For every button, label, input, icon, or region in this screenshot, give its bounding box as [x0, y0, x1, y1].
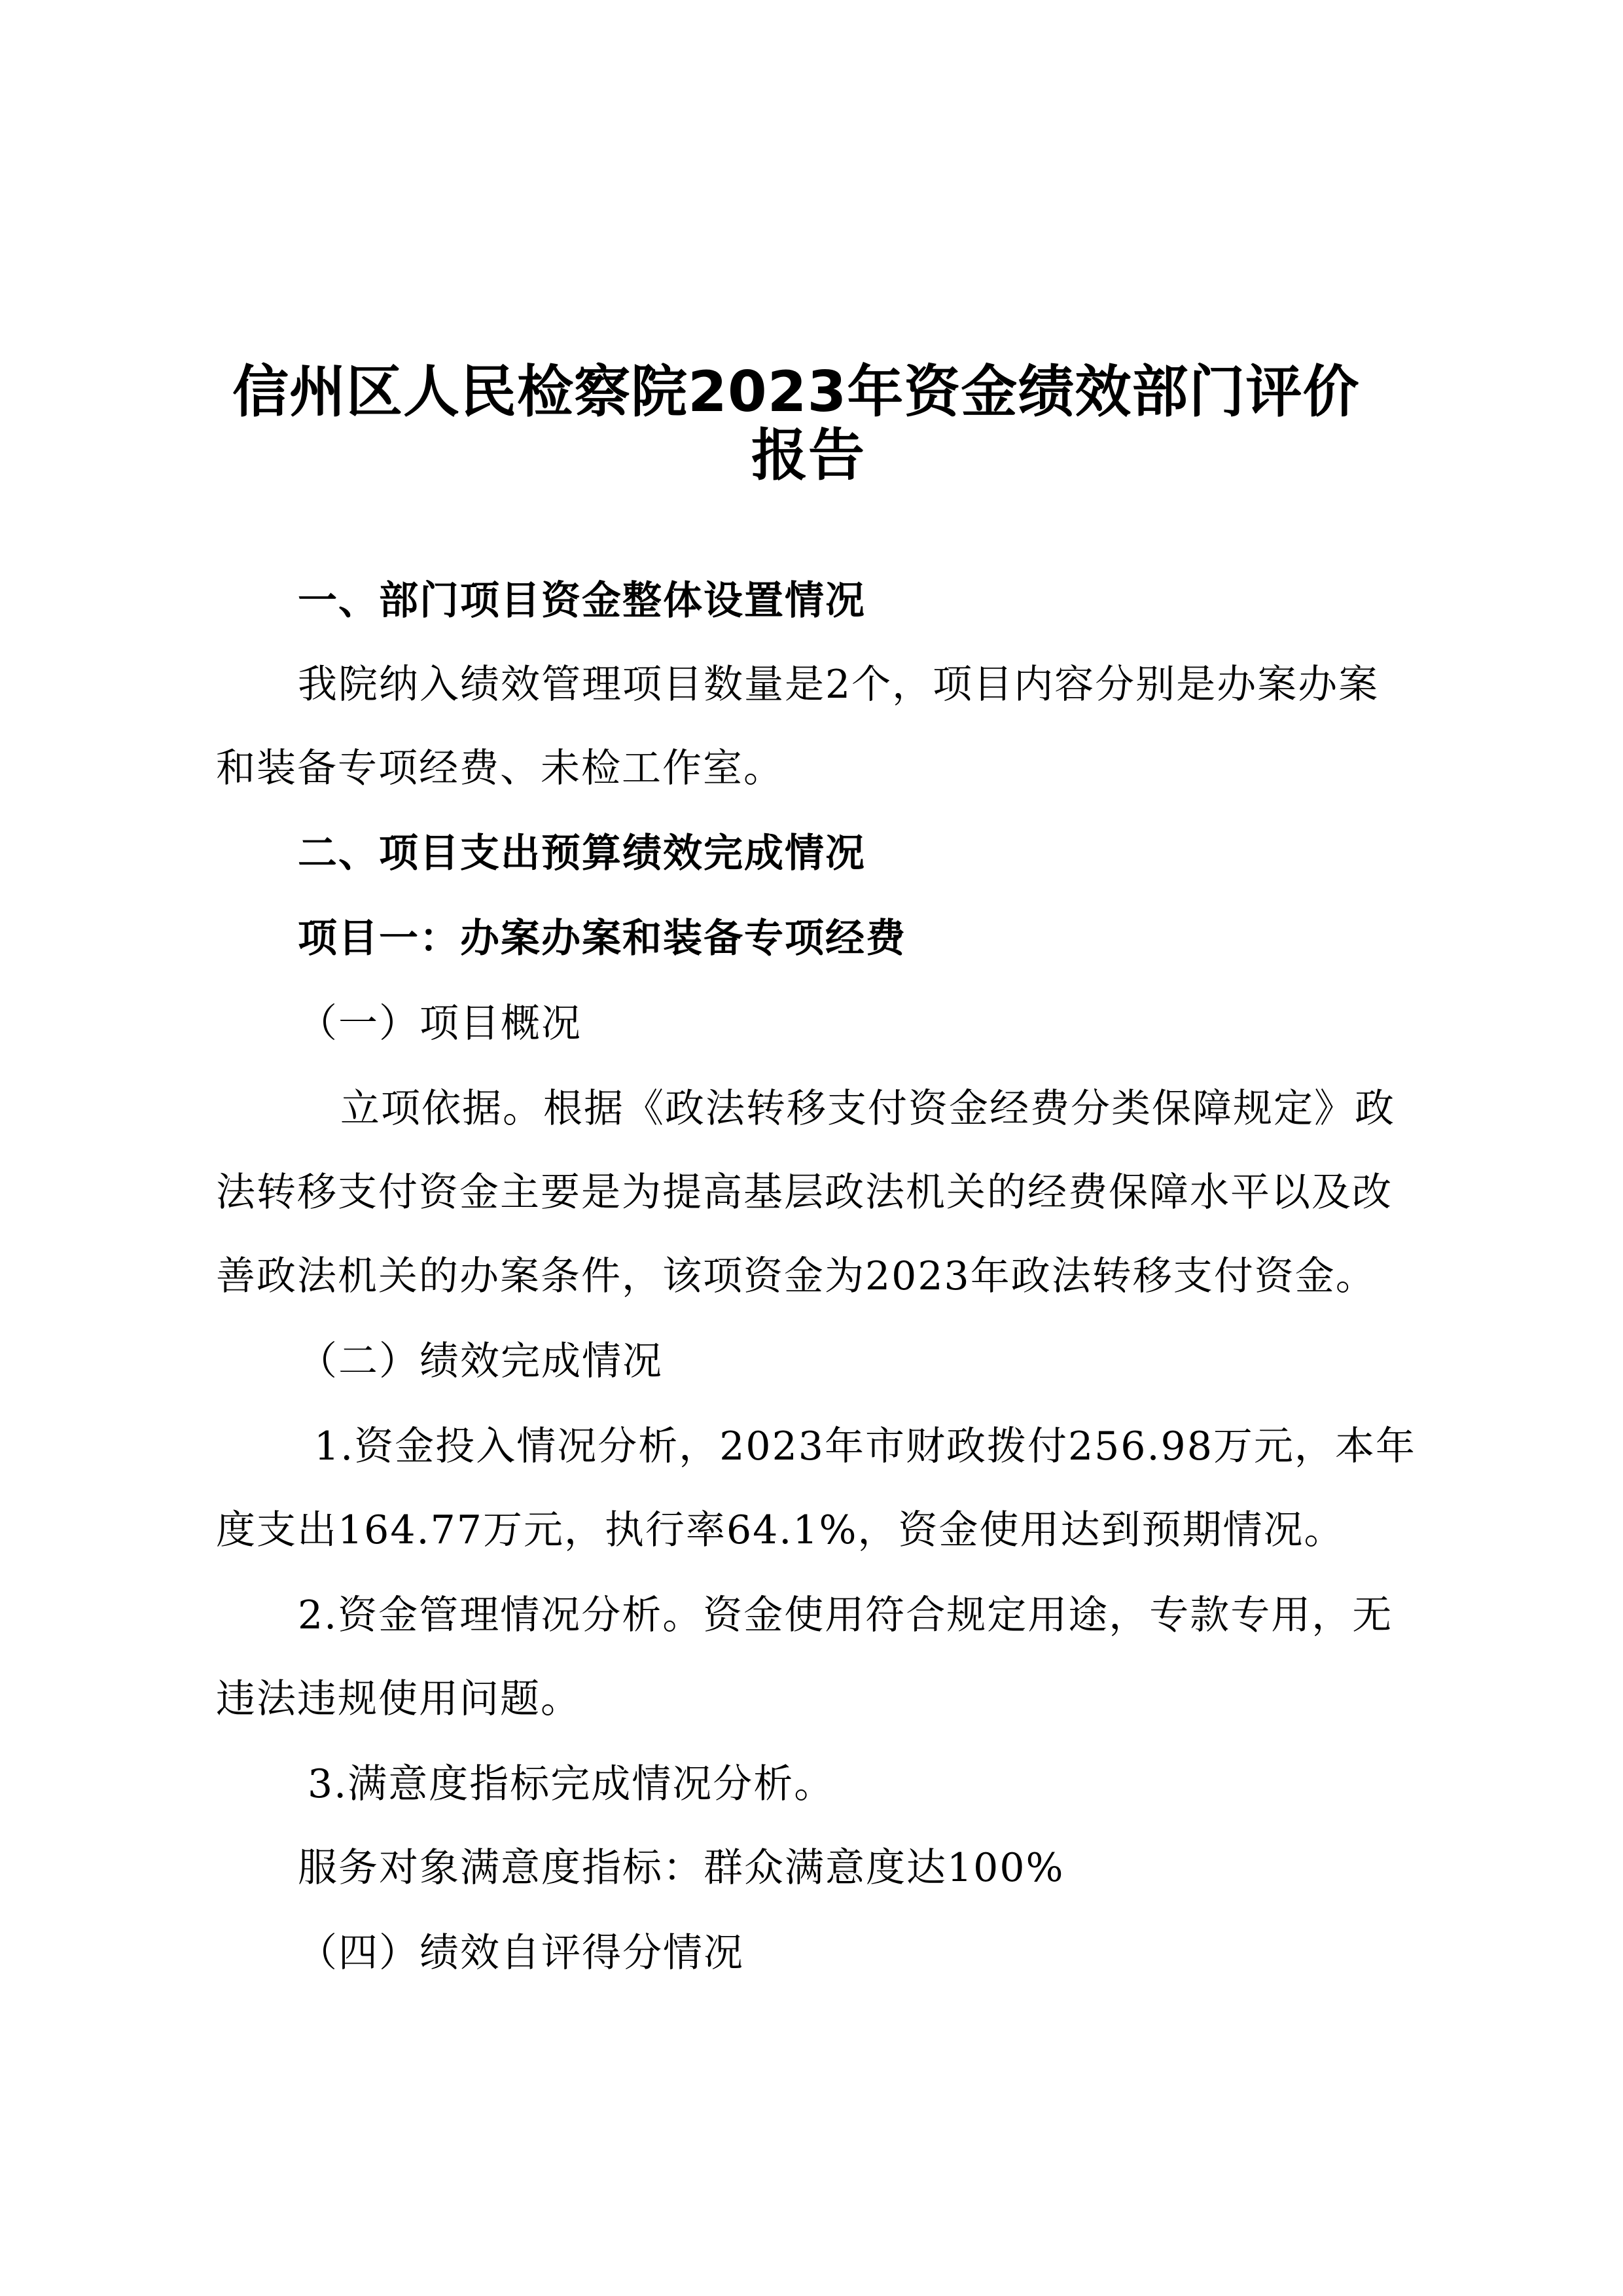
- section-2-heading: 二、项目支出预算绩效完成情况: [298, 831, 866, 876]
- overview-line-3: 善政法机关的办案条件，该项资金为2023年政法转移支付资金。: [216, 1253, 1376, 1299]
- item-3-line-1: 3.满意度指标完成情况分析。: [308, 1761, 835, 1807]
- item-1-line-2: 度支出164.77万元，执行率64.1%，资金使用达到预期情况。: [216, 1507, 1345, 1553]
- overview-heading: （一）项目概况: [298, 1001, 582, 1047]
- item-1-line-1: 1.资金投入情况分析，2023年市财政拨付256.98万元，本年: [314, 1424, 1416, 1469]
- item-2-line-1: 2.资金管理情况分析。资金使用符合规定用途，专款专用，无: [298, 1592, 1393, 1638]
- project-1-heading: 项目一：办案办案和装备专项经费: [298, 916, 906, 961]
- overview-line-1: 立项依据。根据《政法转移支付资金经费分类保障规定》政: [340, 1086, 1395, 1132]
- self-evaluation-heading: （四）绩效自评得分情况: [298, 1930, 744, 1976]
- title-line-1: 信州区人民检察院2023年资金绩效部门评价: [232, 359, 1360, 425]
- performance-heading: （二）绩效完成情况: [298, 1338, 663, 1384]
- item-2-line-2: 违法违规使用问题。: [216, 1676, 581, 1722]
- section-1-paragraph-line-2: 和装备专项经费、未检工作室。: [216, 745, 784, 791]
- title-line-2: 报告: [751, 423, 865, 488]
- section-1-paragraph-line-1: 我院纳入绩效管理项目数量是2个，项目内容分别是办案办案: [298, 662, 1380, 708]
- overview-line-2: 法转移支付资金主要是为提高基层政法机关的经费保障水平以及改: [216, 1170, 1393, 1215]
- section-1-heading: 一、部门项目资金整体设置情况: [298, 578, 866, 624]
- item-3-line-2: 服务对象满意度指标：群众满意度达100%: [298, 1845, 1065, 1891]
